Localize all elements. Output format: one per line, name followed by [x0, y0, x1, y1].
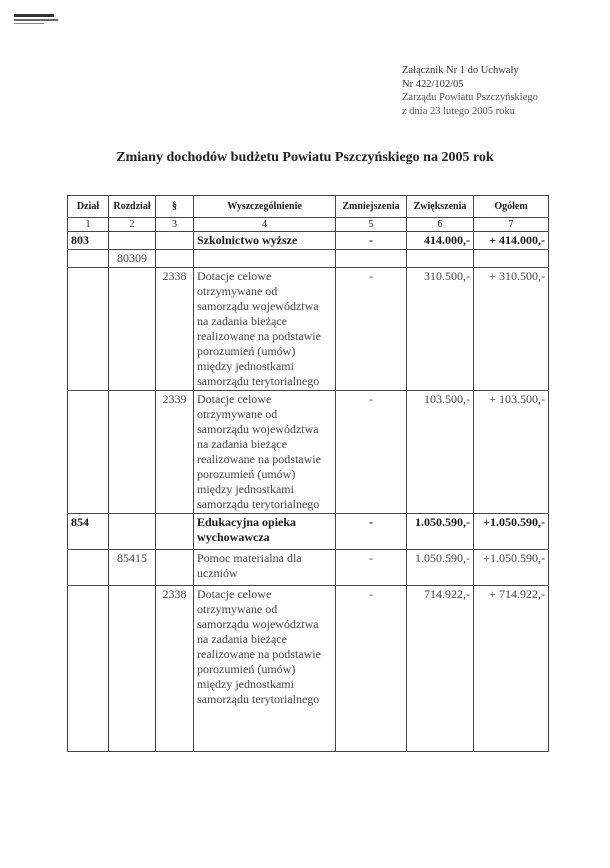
document-title: Zmiany dochodów budżetu Powiatu Pszczyńskiego na 2005 rok	[116, 150, 494, 165]
description-cell: Dotacje celowe otrzymywane od samorządu województwa na zadania bieżące realizowane na podstawie porozumień (umów) między jednostkami samorządu terytorialnego	[194, 268, 336, 391]
description-cell: Dotacje celowe otrzymywane od samorządu województwa na zadania bieżące realizowane na podstawie porozumień (umów) między jednostkami samorządu terytorialnego	[194, 391, 336, 514]
rozdzial-cell	[109, 514, 156, 550]
resolution-number: Nr 422/102/05	[402, 78, 464, 90]
description-cell: Edukacyjna opieka wychowawcza	[194, 514, 336, 550]
decrease-cell: -	[336, 550, 407, 586]
table-row	[68, 391, 549, 514]
column-number: 5	[336, 218, 407, 232]
column-number: 2	[109, 218, 156, 232]
table-row	[68, 232, 549, 250]
resolution-date: z dnia 23 lutego 2005 roku	[402, 105, 515, 117]
total-cell: +1.050.590,-	[474, 514, 549, 550]
attachment-note	[402, 64, 538, 118]
rozdzial-cell: 85415	[109, 550, 156, 586]
total-cell: + 414.000,-	[474, 232, 549, 250]
stamp-mark	[14, 14, 58, 26]
paragraph-cell	[156, 514, 194, 550]
dzial-cell: 854	[68, 514, 109, 550]
total-cell: + 310.500,-	[474, 268, 549, 391]
column-number: 6	[407, 218, 474, 232]
increase-cell: 714.922,-	[407, 586, 474, 752]
column-number-row	[68, 218, 549, 232]
budget-table	[67, 195, 549, 752]
column-header: Rozdział	[109, 196, 156, 218]
rozdzial-cell: 80309	[109, 250, 156, 268]
column-header: Zmniejszenia	[336, 196, 407, 218]
dzial-cell	[68, 268, 109, 391]
dzial-cell	[68, 391, 109, 514]
increase-cell: 103.500,-	[407, 391, 474, 514]
decrease-cell	[336, 250, 407, 268]
dzial-cell	[68, 586, 109, 752]
dzial-cell	[68, 250, 109, 268]
table-row	[68, 550, 549, 586]
table-header-row	[68, 196, 549, 218]
increase-cell	[407, 250, 474, 268]
attachment-line: Załącznik Nr 1 do Uchwały	[402, 65, 519, 76]
board-name: Zarządu Powiatu Pszczyńskiego	[402, 92, 538, 103]
total-cell: + 714.922,-	[474, 586, 549, 752]
increase-cell: 414.000,-	[407, 232, 474, 250]
decrease-cell: -	[336, 586, 407, 752]
increase-cell: 1.050.590,-	[407, 514, 474, 550]
description-cell: Pomoc materialna dla uczniów	[194, 550, 336, 586]
decrease-cell: -	[336, 232, 407, 250]
description-cell: Szkolnictwo wyższe	[194, 232, 336, 250]
rozdzial-cell	[109, 268, 156, 391]
decrease-cell: -	[336, 391, 407, 514]
column-number: 7	[474, 218, 549, 232]
table-row	[68, 514, 549, 550]
rozdzial-cell	[109, 232, 156, 250]
paragraph-cell: 2338	[156, 586, 194, 752]
paragraph-cell	[156, 232, 194, 250]
description-cell: Dotacje celowe otrzymywane od samorządu województwa na zadania bieżące realizowane na podstawie porozumień (umów) między jednostkami samorządu terytorialnego	[194, 586, 336, 752]
table-row	[68, 268, 549, 391]
paragraph-cell: 2339	[156, 391, 194, 514]
column-header: Zwiększenia	[407, 196, 474, 218]
description-cell	[194, 250, 336, 268]
total-cell: +1.050.590,-	[474, 550, 549, 586]
paragraph-cell	[156, 550, 194, 586]
column-header: Wyszczególnienie	[194, 196, 336, 218]
decrease-cell: -	[336, 514, 407, 550]
column-number: 1	[68, 218, 109, 232]
increase-cell: 310.500,-	[407, 268, 474, 391]
column-header: Dział	[68, 196, 109, 218]
dzial-cell: 803	[68, 232, 109, 250]
column-header: §	[156, 196, 194, 218]
increase-cell: 1.050.590,-	[407, 550, 474, 586]
dzial-cell	[68, 550, 109, 586]
table-row	[68, 586, 549, 752]
column-header: Ogółem	[474, 196, 549, 218]
paragraph-cell	[156, 250, 194, 268]
total-cell: + 103.500,-	[474, 391, 549, 514]
column-number: 3	[156, 218, 194, 232]
total-cell	[474, 250, 549, 268]
column-number: 4	[194, 218, 336, 232]
table-row	[68, 250, 549, 268]
paragraph-cell: 2338	[156, 268, 194, 391]
decrease-cell: -	[336, 268, 407, 391]
rozdzial-cell	[109, 586, 156, 752]
rozdzial-cell	[109, 391, 156, 514]
